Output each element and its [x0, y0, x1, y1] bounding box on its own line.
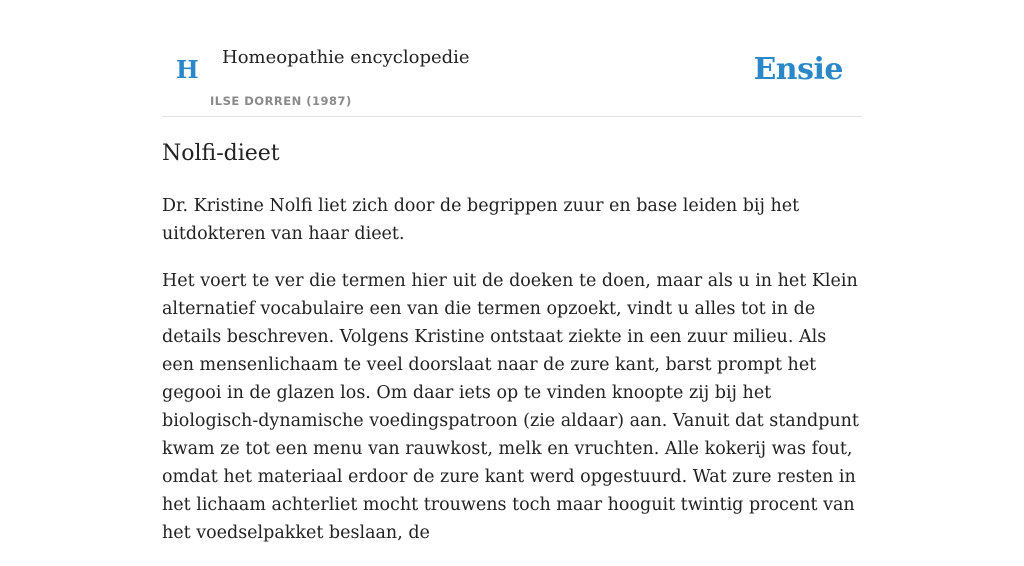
paragraph-intro: Dr. Kristine Nolfi liet zich door de begrippen zuur en base leiden bij het uitdokteren van haar dieet.	[162, 196, 800, 244]
ensie-logo-link[interactable]: Ensie	[753, 52, 843, 87]
book-title-link[interactable]: Homeopathie encyclopedie	[222, 47, 470, 68]
article-title: Nolfi-dieet	[162, 141, 280, 166]
book-letter-icon[interactable]: H	[176, 55, 199, 84]
paragraph-main: Het voert te ver die termen hier uit de doeken te doen, maar als u in het Klein alternatief vocabulaire een van die termen opzoekt, vindt u alles tot in de details beschreven. Volgens Kristine ontstaat ziekte in een zuur milieu. Als een mensenlichaam te veel doorslaat naar de zure kant, barst prompt het gegooi in de glazen los. Om daar iets op te vinden knoopte zij bij het biologisch-dynamische voedingspatroon (zie aldaar) aan. Vanuit dat standpunt kwam ze tot een menu van rauwkost, melk en vruchten. Alle kokerij was fout, omdat het materiaal erdoor de zure kant werd opgestuurd. Wat zure resten in het lichaam achterliet mocht trouwens toch maar hooguit twintig procent van het voedselpakket beslaan, de	[162, 271, 859, 543]
article-body	[162, 192, 862, 566]
book-author: ILSE DORREN (1987)	[210, 94, 352, 108]
page-container	[162, 0, 862, 543]
book-header	[162, 0, 862, 117]
